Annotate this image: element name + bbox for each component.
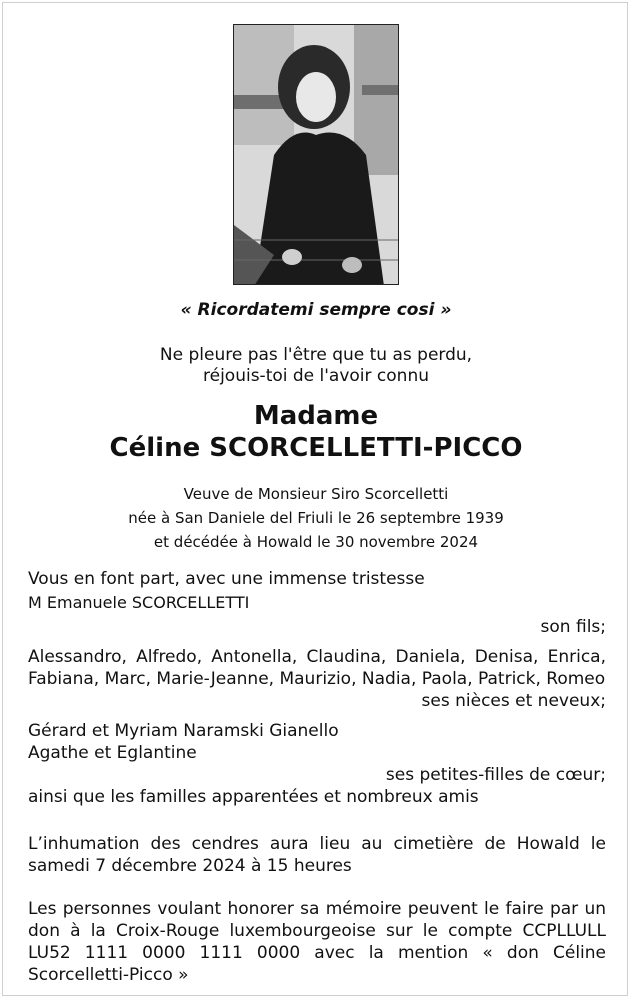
deceased-details [0, 482, 632, 554]
epigraph: « Ricordatemi sempre cosi » [180, 300, 452, 320]
burial-notice: L’inhumation des cendres aura lieu au cimetière de Howald le samedi 7 décembre 2024 à 15 heures [28, 834, 606, 876]
son-label: son fils; [540, 617, 606, 637]
portrait-photo [233, 24, 399, 285]
death-line: et décédée à Howald le 30 novembre 2024 [153, 533, 479, 551]
verse [0, 345, 632, 387]
announcement: Vous en font part, avec une immense tristesse [28, 569, 425, 589]
granddaughters-line-1: Gérard et Myriam Naramski Gianello [28, 721, 339, 741]
deceased-title [0, 400, 632, 464]
family-line: ainsi que les familles apparentées et nombreux amis [28, 787, 479, 807]
widow-line: Veuve de Monsieur Siro Scorcelletti [183, 485, 449, 503]
donation-notice: Les personnes voulant honorer sa mémoire peuvent le faire par un don à la Croix-Rouge luxembourgeoise sur le compte CCPLLULL LU52 1111 0000 1111 0000 avec la mention « don Céline Scorcelletti-Picco » [28, 899, 606, 985]
granddaughters-line-2: Agathe et Eglantine [28, 743, 197, 763]
nephews-list: Alessandro, Alfredo, Antonella, Claudina, Daniela, Denisa, Enrica, Fabiana, Marc, Marie-Jeanne, Maurizio, Nadia, Paola, Patrick, Romeo [28, 647, 606, 689]
honorific: Madame [253, 401, 379, 431]
nephews-label: ses nièces et neveux; [421, 691, 606, 711]
deceased-name: Céline SCORCELLETTI-PICCO [109, 433, 523, 463]
family-section [28, 568, 606, 808]
verse-line-2: réjouis-toi de l'avoir connu [203, 366, 429, 386]
son-name: M Emanuele SCORCELLETTI [28, 593, 250, 612]
granddaughters-label: ses petites-filles de cœur; [385, 765, 606, 785]
birth-line: née à San Daniele del Friuli le 26 septembre 1939 [128, 509, 504, 527]
verse-line-1: Ne pleure pas l'être que tu as perdu, [159, 345, 473, 365]
